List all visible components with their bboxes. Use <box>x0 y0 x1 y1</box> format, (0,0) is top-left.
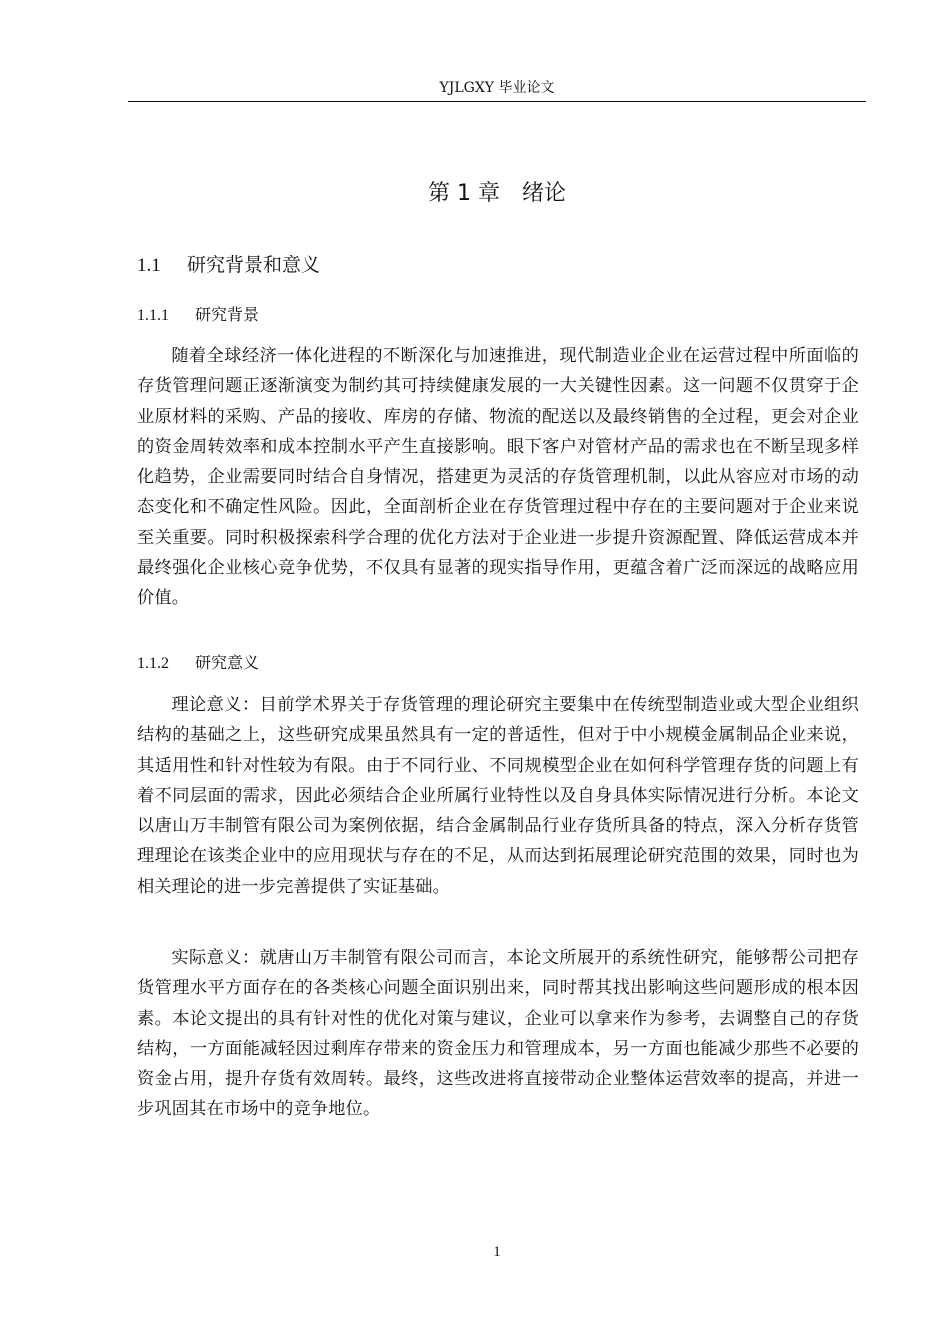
subsection-title: 研究意义 <box>195 653 260 672</box>
subsection-heading-1-1-1 <box>137 303 259 328</box>
header-rule <box>128 101 866 102</box>
paragraph-background: 随着全球经济一体化进程的不断深化与加速推进，现代制造业企业在运营过程中所面临的存货管理问题正逐渐演变为制约其可持续健康发展的一大关键性因素。这一问题不仅贯穿于企业原材料的采购、产品的接收、库房的存储、物流的配送以及最终销售的全过程，更会对企业的资金周转效率和成本控制水平产生直接影响。眼下客户对管材产品的需求也在不断呈现多样化趋势，企业需要同时结合自身情况，搭建更为灵活的存货管理机制，以此从容应对市场的动态变化和不确定性风险。因此，全面剖析企业在存货管理过程中存在的主要问题对于企业来说至关重要。同时积极探索科学合理的优化方法对于企业进一步提升资源配置、降低运营成本并最终强化企业核心竞争优势，不仅具有显著的现实指导作用，更蕴含着广泛而深远的战略应用价值。 <box>137 346 859 609</box>
page-number: 1 <box>493 1244 501 1260</box>
chapter-title: 第 1 章 绪论 <box>428 181 566 206</box>
paragraph-practical-significance: 实际意义：就唐山万丰制管有限公司而言，本论文所展开的系统性研究，能够帮公司把存货管理水平方面存在的各类核心问题全面识别出来，同时帮其找出影响这些问题形成的根本因素。本论文提出的具有针对性的优化对策与建议，企业可以拿来作为参考，去调整自己的存货结构，一方面能减轻因过剩库存带来的资金压力和管理成本，另一方面也能减少那些不必要的资金占用，提升存货有效周转。最终，这些改进将直接带动企业整体运营效率的提高，并进一步巩固其在市场中的竞争地位。 <box>137 948 859 1120</box>
subsection-heading-1-1-2 <box>137 651 259 676</box>
running-header: YJLGXY 毕业论文 <box>439 80 555 96</box>
section-number: 1.1 <box>137 255 161 276</box>
section-title: 研究背景和意义 <box>187 254 321 276</box>
subsection-number: 1.1.1 <box>137 307 169 324</box>
paragraph-theoretical-significance: 理论意义：目前学术界关于存货管理的理论研究主要集中在传统型制造业或大型企业组织结构的基础之上，这些研究成果虽然具有一定的普适性，但对于中小规模金属制品企业来说，其适用性和针对性较为有限。由于不同行业、不同规模型企业在如何科学管理存货的问题上有着不同层面的需求，因此必须结合企业所属行业特性以及自身具体实际情况进行分析。本论文以唐山万丰制管有限公司为案例依据，结合金属制品行业存货所具备的特点，深入分析存货管理理论在该类企业中的应用现状与存在的不足，从而达到拓展理论研究范围的效果，同时也为相关理论的进一步完善提供了实证基础。 <box>137 695 859 897</box>
subsection-title: 研究背景 <box>195 305 260 324</box>
section-heading <box>137 251 320 280</box>
subsection-number: 1.1.2 <box>137 655 169 672</box>
